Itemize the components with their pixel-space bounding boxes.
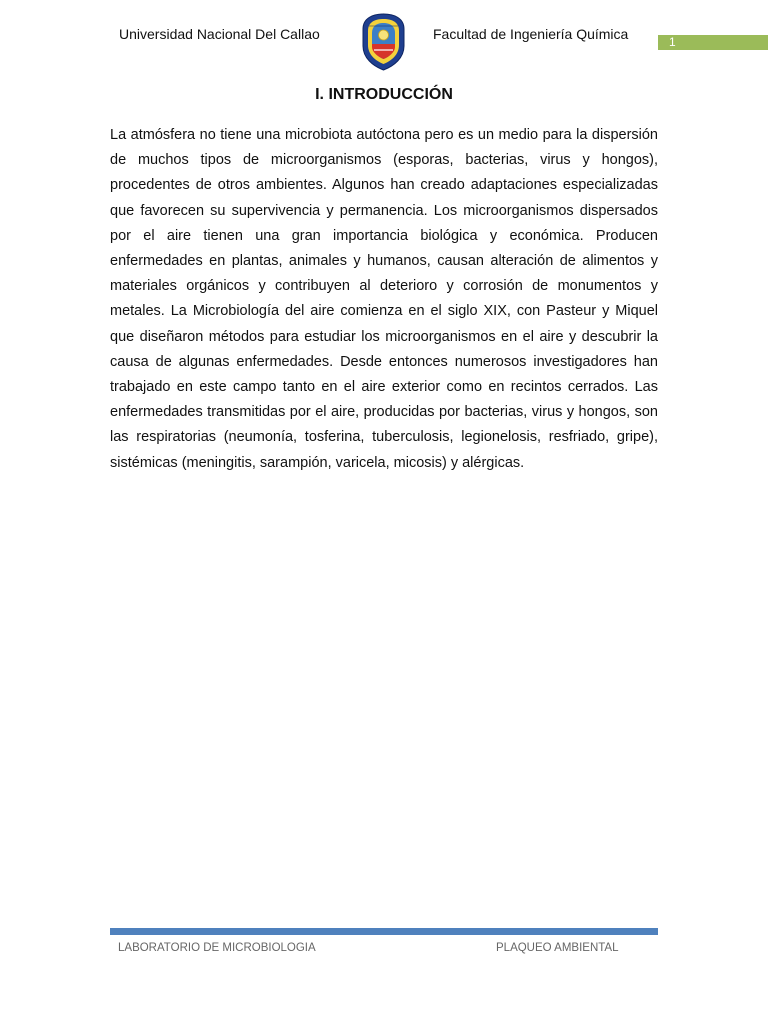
university-seal-icon bbox=[361, 13, 406, 71]
footer-divider bbox=[110, 928, 658, 935]
section-title: I. INTRODUCCIÓN bbox=[315, 86, 453, 103]
footer-course-name: LABORATORIO DE MICROBIOLOGIA bbox=[118, 942, 316, 954]
body-paragraph: La atmósfera no tiene una microbiota autóctona pero es un medio para la dispersión de muchos tipos de microorganismos (esporas, bacterias, virus y hongos), procedentes de otros ambientes. Algunos han creado adaptaciones especializadas que favorecen su supervivencia y permanencia. Los microorganismos dispersados por el aire tienen una gran importancia biológica y económica. Producen enfermedades en plantas, animales y humanos, causan alteración de alimentos y materiales orgánicos y contribuyen al deterioro y corrosión de monumentos y metales. La Microbiología del aire comienza en el siglo XIX, con Pasteur y Miquel que diseñaron métodos para estudiar los microorganismos en el aire y descubrir la causa de algunas enfermedades. Desde entonces numerosos investigadores han trabajado en este campo tanto en el aire exterior como en recintos cerrados. Las enfermedades transmitidas por el aire, producidas por bacterias, virus y hongos, son las respiratorias (neumonía, tosferina, tuberculosis, legionelosis, resfriado, gripe), sistémicas (meningitis, sarampión, varicela, micosis) y alérgicas. bbox=[110, 127, 658, 471]
header-university-name: Universidad Nacional Del Callao bbox=[119, 26, 320, 42]
footer-topic: PLAQUEO AMBIENTAL bbox=[496, 942, 619, 954]
page-number-badge bbox=[658, 35, 768, 50]
header-faculty-name: Facultad de Ingeniería Química bbox=[433, 26, 629, 42]
page-number: 1 bbox=[669, 35, 676, 49]
